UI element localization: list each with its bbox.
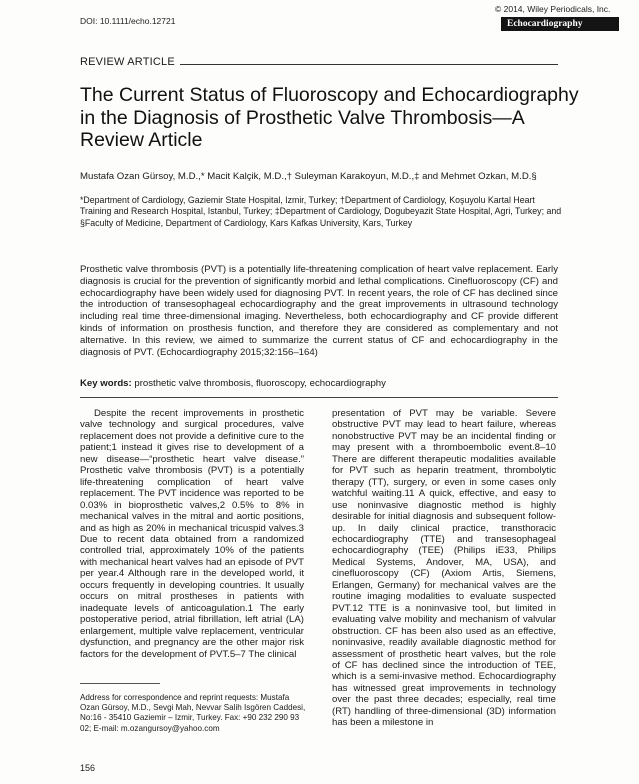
body-paragraph-right: presentation of PVT may be variable. Severe obstructive PVT may lead to heart failure, whereas nonobstructive PVT may be an incidental finding or may present with a thromboembolic event.8–10 There are different therapeutic modalities available for PVT such as heparin treatment, thrombolytic therapy (TT), surgery, or even in some cases only watchful waiting.11 A quick, effective, and easy to use noninvasive diagnostic method is highly desirable for initial diagnosis and subsequent follow-up. In daily clinical practice, transthoracic echocardiography (TTE) and transesophageal echocardiography (TEE) (Philips iE33, Philips Medical Systems, Andover, MA, USA), and cinefluoroscopy (CF) (Axiom Artis, Siemens, Erlangen, Germany) for mechanical valves are the routine imaging modalities to evaluate suspected PVT.12 TTE is a noninvasive tool, but limited in evaluating valve mobility and mechanism of valvular obstruction. CF has been also used as an effective, noninvasive, readily available diagnostic method for assessment of prosthetic heart valves, but the role of CF has declined since the introduction of TEE, which is a semi-invasive method. Echocardiography has witnessed great improvements in technology over the past three decades; especially, real time (RT) handling of three-dimensional (3D) information has been a milestone in: [332, 408, 556, 729]
body-paragraph-left: Despite the recent improvements in prosthetic valve technology and surgical procedures, valve replacement does not provide a definitive cure to the patient;1 instead it gives rise to development of a new disease—“prosthetic heart valve disease.” Prosthetic valve thrombosis (PVT) is a potentially life-threatening complication of heart valve replacement. The PVT incidence was reported to be 0.03% in bioprosthetic valves,2 0.5% to 8% in mechanical valves in the mitral and aortic positions, and as high as 20% in mechanical tricuspid valves.3 Due to recent data obtained from a randomized controlled trial, approximately 10% of the patients with mechanical heart valves had an episode of PVT per year.4 Although rare in the developed world, it occurs frequently in developing countries. It usually occurs on mitral prostheses in patients with inadequate levels of anticoagulation.1 The early postoperative period, atrial fibrillation, left atrial (LA) enlargement, multiple valve replacement, ventricular dysfunction, and pregnancy are the other major risk factors for the development of PVT.5–7 The clinical: [80, 408, 304, 660]
keywords-label: Key words:: [80, 378, 132, 389]
keywords-text: prosthetic valve thrombosis, fluoroscopy, echocardiography: [134, 378, 386, 389]
copyright-notice: © 2014, Wiley Periodicals, Inc.: [495, 4, 611, 14]
footnote-divider: [80, 683, 160, 684]
author-list: Mustafa Ozan Gürsoy, M.D.,* Macit Kalçik, M.D.,† Suleyman Karakoyun, M.D.,‡ and Mehmet Ozkan, M.D.§: [80, 171, 537, 182]
article-title: The Current Status of Fluoroscopy and Echocardiography in the Diagnosis of Prosthetic Valve Thrombosis—A Review Article: [80, 84, 579, 151]
section-divider: [180, 64, 558, 65]
body-column-right: [332, 408, 556, 729]
abstract: Prosthetic valve thrombosis (PVT) is a potentially life-threatening complication of heart valve replacement. Early diagnosis is crucial for the prevention of significantly morbid and lethal complications. Cinefluoroscopy (CF) and echocardiography have been widely used for diagnosing PVT. In recent years, the role of CF has declined since the introduction of transesophageal echocardiography and the great improvements in ultrasound technology including real time three-dimensional imaging. Nevertheless, both echocardiography and CF provide different kinds of information on prosthesis function, and therefore they are considered as complementary and not alternative. In this review, we aimed to summarize the current status of CF and echocardiography in the diagnosis of PVT. (Echocardiography 2015;32:156–164): [80, 264, 558, 358]
keywords: [80, 378, 558, 390]
body-column-left: [80, 408, 304, 660]
correspondence-footnote: Address for correspondence and reprint requests: Mustafa Ozan Gürsoy, M.D., Sevgi Mah, Nevvar Salih Isgören Caddesi, No:16 - 35410 Gaziemir – Izmir, Turkey. Fax: +90 232 290 93 02; E-mail: m.ozangursoy@yahoo.com: [80, 693, 306, 733]
author-affiliations: *Department of Cardiology, Gaziemir State Hospital, Izmir, Turkey; †Department of Cardiology, Koşuyolu Kartal Heart Training and Research Hospital, Istanbul, Turkey; ‡Department of Cardiology, Dogubeyazit State Hospital, Agri, Turkey; and §Faculty of Medicine, Department of Cardiology, Kars Kafkas University, Kars, Turkey: [80, 195, 562, 228]
journal-name-banner: Echocardiography: [501, 17, 619, 31]
page-number: 156: [80, 763, 96, 773]
doi: DOI: 10.1111/echo.12721: [80, 16, 176, 26]
keywords-divider: [80, 397, 558, 398]
section-label: REVIEW ARTICLE: [80, 56, 175, 68]
